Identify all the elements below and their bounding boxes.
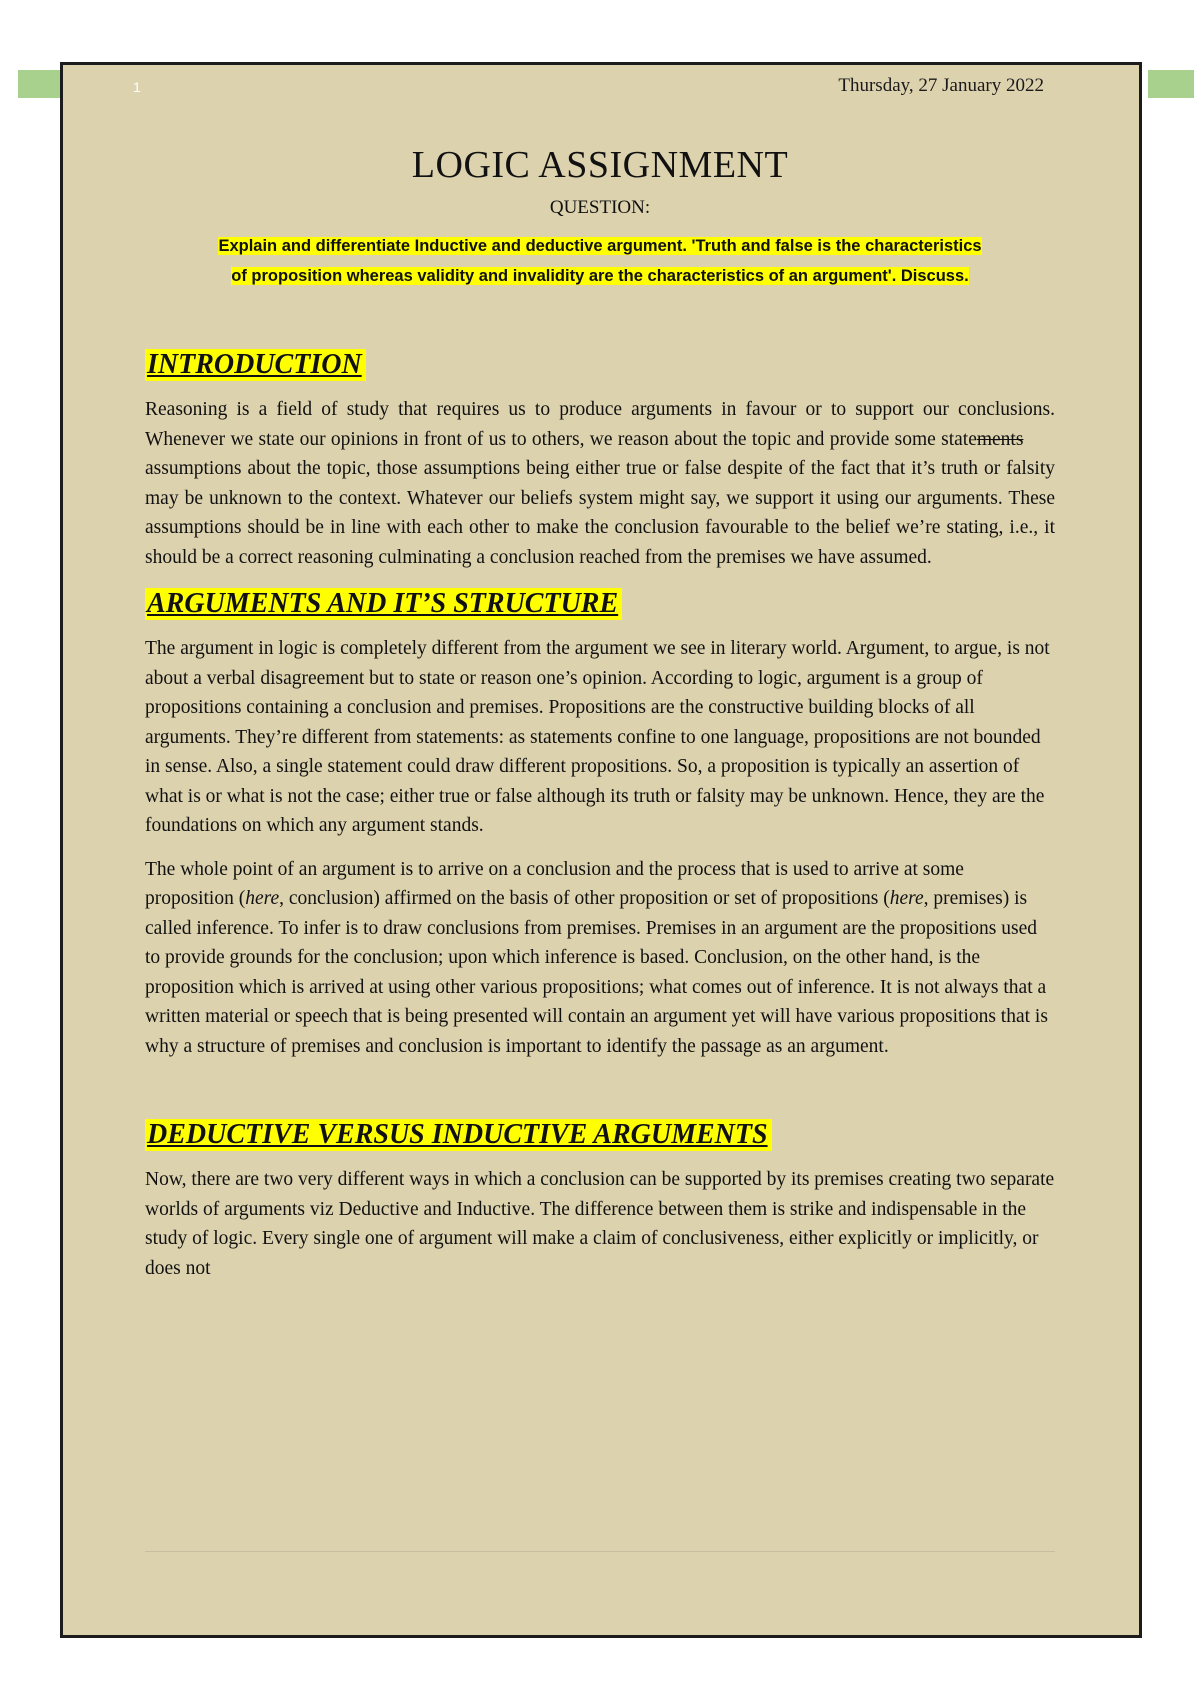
header-accent-left [18, 70, 64, 98]
arguments-paragraph-1: The argument in logic is completely different from the argument we see in literary world. Argument, to argue, is not about a verbal disagreement but to state or reason one’s opinion. According to logic, argument is a group of propositions containing a conclusion and premises. Propositions are the constructive building blocks of all arguments. They’re different from statements: as statements confine to one language, propositions are not bounded in sense. Also, a single statement could draw different propositions. So, a proposition is typically an assertion of what is or what is not the case; either true or false although its truth or falsity may be unknown. Hence, they are the foundations on which any argument stands. [145, 638, 1050, 836]
arg-p2-b: , conclusion) affirmed on the basis of other proposition or set of propositions ( [279, 888, 890, 909]
question-line-1: Explain and differentiate Inductive and deductive argument. 'Truth and false is the characteristics [218, 237, 982, 255]
question-label: QUESTION: [549, 197, 651, 218]
question-text [145, 231, 1055, 291]
introduction-paragraph [145, 395, 1055, 572]
question-line-2: of proposition whereas validity and invalidity are the characteristics of an argument'. Discuss. [231, 267, 969, 285]
intro-text-b-gap [1023, 429, 1055, 450]
intro-strikethrough: ments [976, 428, 1024, 450]
deductive-paragraph: Now, there are two very different ways in which a conclusion can be supported by its premises creating two separate worlds of arguments viz Deductive and Inductive. The difference between them is strike and indispensable in the study of logic. Every single one of argument will make a claim of conclusiveness, either explicitly or implicitly, or does not [145, 1169, 1055, 1279]
document-title: LOGIC ASSIGNMENT [411, 144, 789, 186]
footer-rule [145, 1551, 1055, 1552]
header-accent-right [1148, 70, 1194, 98]
arg-p2-a: The whole point of an argument is to arrive on a conclusion and the process that is used to arrive at some proposition ( [145, 858, 964, 909]
document-page [60, 62, 1142, 1638]
heading-introduction: INTRODUCTION [145, 349, 366, 381]
arg-p2-em1: here [245, 888, 280, 909]
header-date: Thursday, 27 January 2022 [838, 75, 1044, 96]
arg-p2-em2: here [889, 888, 924, 909]
page-content [145, 143, 1055, 1283]
page-number: 1 [133, 79, 141, 95]
heading-arguments: ARGUMENTS AND IT’S STRUCTURE [145, 588, 622, 620]
arg-p2-c: , premises) is called inference. To infer is to draw conclusions from premises. Premises in an argument are the propositions used to provide grounds for the conclusion; upon which inference is based. Conclusion, on the other hand, is the proposition which is arrived at using other various propositions; what comes out of inference. It is not always that a written material or speech that is being presented will contain an argument yet will have various propositions that is why a structure of premises and conclusion is important to identify the passage as an argument. [145, 888, 1048, 1057]
arguments-paragraph-2 [145, 855, 1055, 1062]
heading-deductive: DEDUCTIVE VERSUS INDUCTIVE ARGUMENTS [145, 1119, 772, 1151]
intro-text-a: Reasoning is a field of study that requires us to produce arguments in favour or to support our conclusions. Whenever we state our opinions in front of us to others, we reason about the topic and provide some state [145, 399, 1055, 450]
intro-text-b: assumptions about the topic, those assumptions being either true or false despite of the fact that it’s truth or falsity may be unknown to the context. Whatever our beliefs system might say, we support it using our arguments. These assumptions should be in line with each other to make the conclusion favourable to the belief we’re stating, i.e., it should be a correct reasoning culminating a conclusion reached from the premises we have assumed. [145, 458, 1055, 568]
